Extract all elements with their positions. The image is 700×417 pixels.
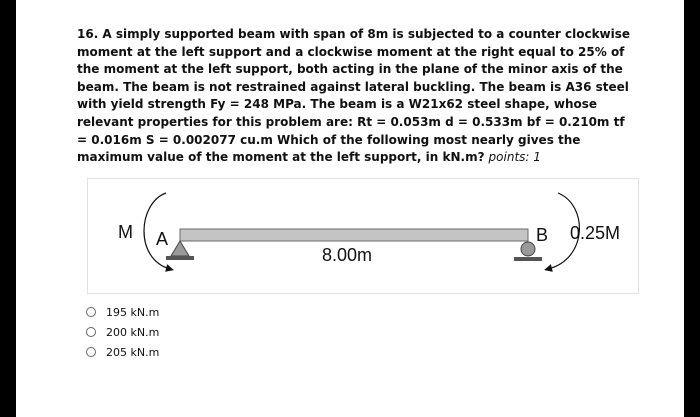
- radio-button[interactable]: [86, 347, 96, 357]
- span-label: 8.00m: [322, 245, 373, 265]
- support-a-label: A: [156, 229, 169, 249]
- roller-support-icon: [521, 242, 535, 256]
- points-label: points: 1: [488, 150, 541, 165]
- beam: [180, 229, 528, 241]
- right-moment-label: 0.25M: [570, 223, 621, 243]
- choice-label: 200 kN.m: [106, 325, 160, 339]
- support-b-label: B: [536, 225, 549, 245]
- left-moment-label: M: [118, 222, 133, 242]
- pin-support-icon: [171, 241, 189, 256]
- beam-figure: [87, 178, 639, 294]
- radio-button[interactable]: [86, 327, 96, 337]
- choice-label: 205 kN.m: [106, 345, 160, 359]
- choice-label: 195 kN.m: [106, 305, 160, 319]
- question-body: 16. A simply supported beam with span of 8m is subjected to a counter clockwise moment at the left support and a clockwise moment at the right equal to 25% of the moment at the left support, both acting in the plane of the minor axis of the beam. The beam is not restrained against lateral buckling. The beam is A36 steel with yield strength Fy = 248 MPa. The beam is a W21x62 steel shape, whose relevant properties for this problem are: Rt = 0.053m d = 0.533m bf = 0.210m tf = 0.016m S = 0.002077 cu.m Which of the following most nearly gives the maximum value of the moment at the left support, in kN.m?: [77, 27, 631, 165]
- beam-diagram: [88, 179, 640, 295]
- pin-support-base: [166, 256, 194, 260]
- question-page: [16, 0, 684, 417]
- roller-support-base: [514, 257, 542, 261]
- radio-button[interactable]: [86, 307, 96, 317]
- answer-choices: [86, 302, 159, 362]
- question-text: [77, 26, 637, 167]
- choice-option[interactable]: [86, 322, 159, 342]
- choice-option[interactable]: [86, 342, 159, 362]
- choice-option[interactable]: [86, 302, 159, 322]
